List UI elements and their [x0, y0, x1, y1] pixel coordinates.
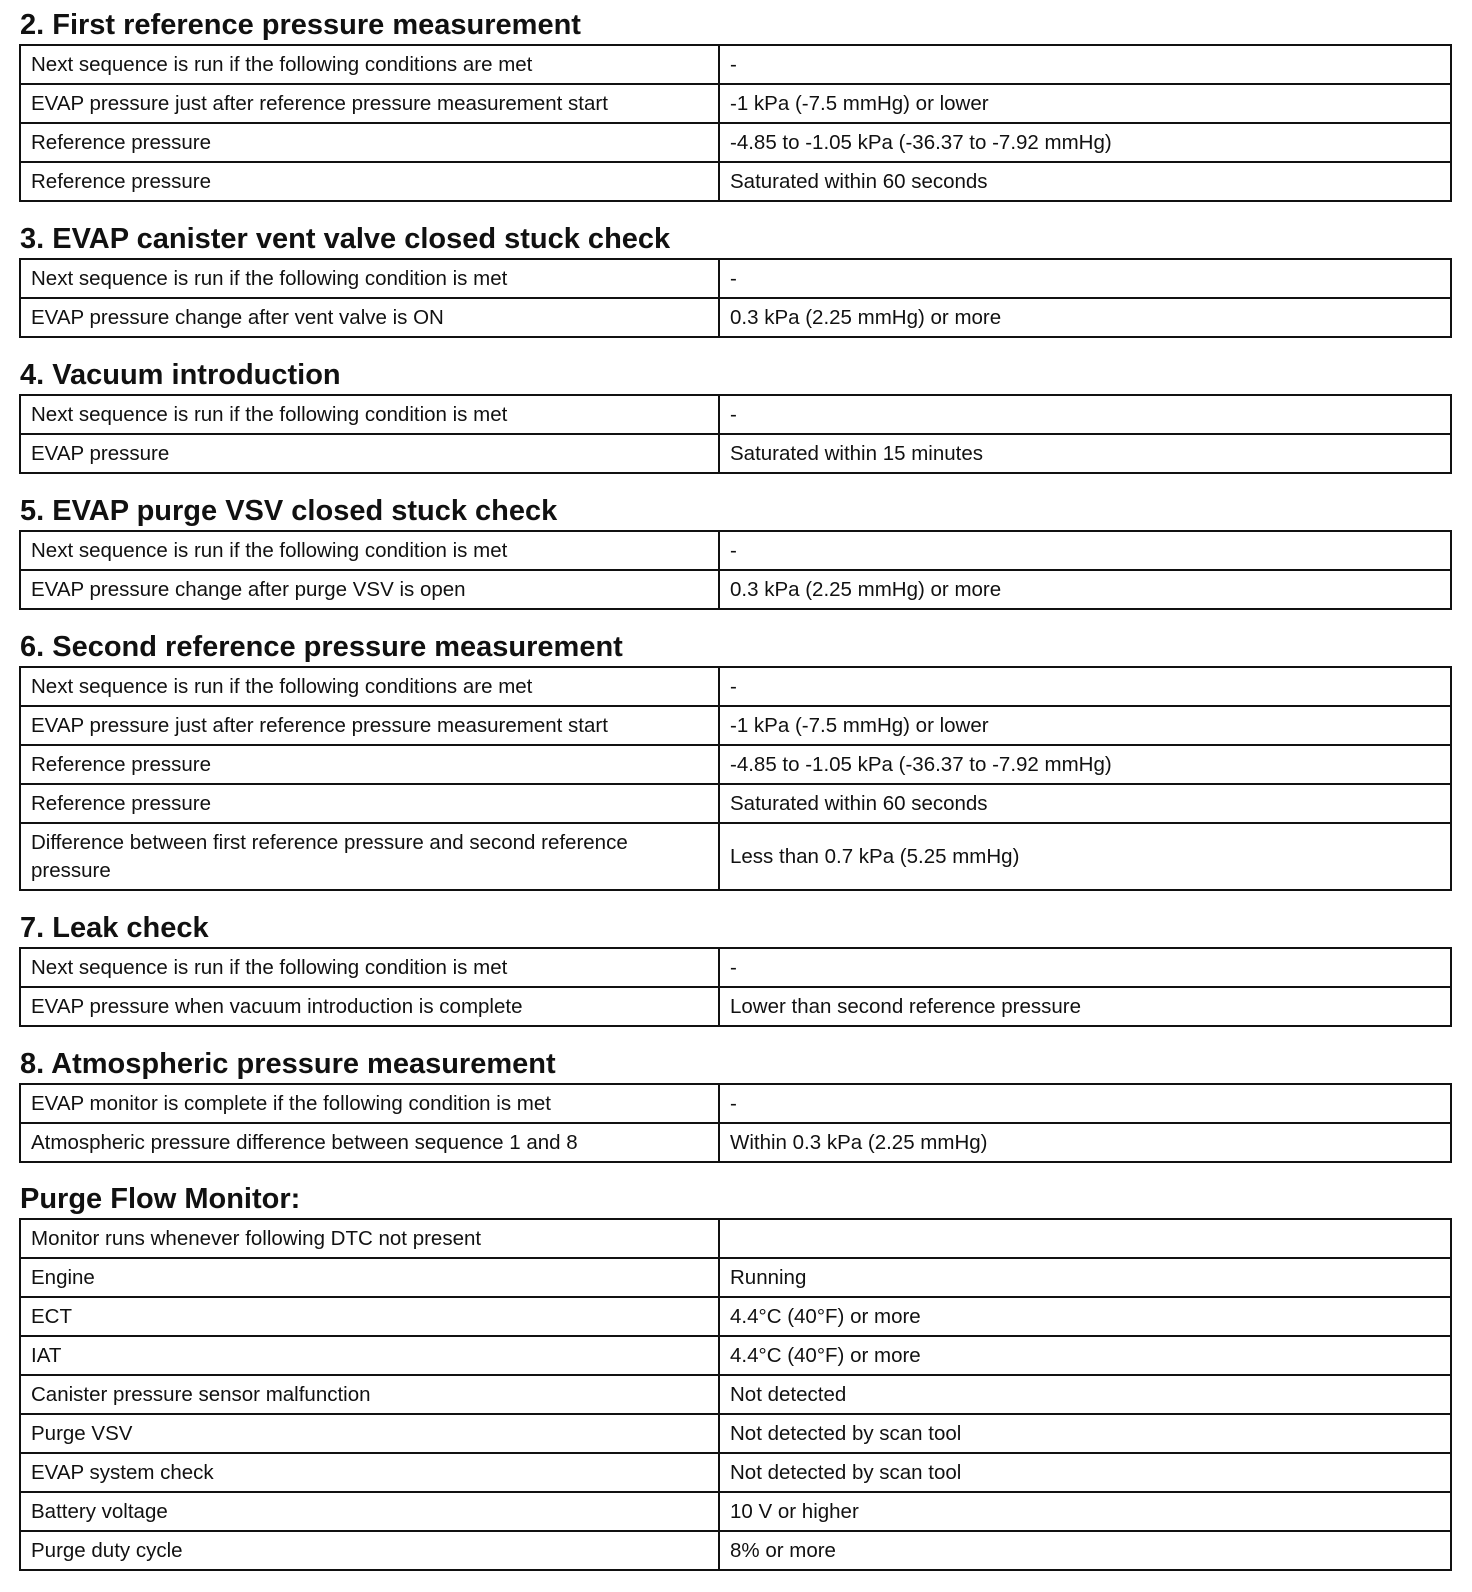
condition-value: - [719, 948, 1451, 987]
table-row [20, 823, 1451, 890]
condition-label: Next sequence is run if the following condition is met [20, 531, 719, 570]
condition-value: 10 V or higher [719, 1492, 1451, 1531]
condition-label: Next sequence is run if the following conditions are met [20, 45, 719, 84]
condition-label: Reference pressure [20, 745, 719, 784]
section-purge-flow-monitor [19, 1181, 1472, 1571]
table-row [20, 434, 1451, 473]
section-vacuum-introduction [19, 356, 1472, 474]
condition-label: EVAP pressure change after vent valve is ON [20, 298, 719, 337]
condition-value: -1 kPa (-7.5 mmHg) or lower [719, 706, 1451, 745]
condition-label: Next sequence is run if the following conditions are met [20, 667, 719, 706]
table-row [20, 1297, 1451, 1336]
condition-label: EVAP pressure just after reference pressure measurement start [20, 84, 719, 123]
condition-value: 0.3 kPa (2.25 mmHg) or more [719, 570, 1451, 609]
condition-value: - [719, 667, 1451, 706]
section-title: 3. EVAP canister vent valve closed stuck check [20, 223, 671, 255]
section-title: Purge Flow Monitor: [20, 1183, 301, 1215]
table-row [20, 395, 1451, 434]
section-leak-check [19, 909, 1472, 1027]
condition-value: Running [719, 1258, 1451, 1297]
condition-label: ECT [20, 1297, 719, 1336]
condition-value: -4.85 to -1.05 kPa (-36.37 to -7.92 mmHg) [719, 123, 1451, 162]
condition-value: -4.85 to -1.05 kPa (-36.37 to -7.92 mmHg) [719, 745, 1451, 784]
table-row [20, 1531, 1451, 1570]
table-row [20, 1453, 1451, 1492]
condition-value: - [719, 1084, 1451, 1123]
condition-label: Atmospheric pressure difference between sequence 1 and 8 [20, 1123, 719, 1162]
section-title: 8. Atmospheric pressure measurement [20, 1048, 556, 1080]
condition-label: IAT [20, 1336, 719, 1375]
condition-label: Next sequence is run if the following condition is met [20, 259, 719, 298]
condition-label: Difference between first reference pressure and second reference pressure [20, 823, 719, 890]
condition-label: Engine [20, 1258, 719, 1297]
condition-label: Reference pressure [20, 123, 719, 162]
condition-label: EVAP monitor is complete if the following condition is met [20, 1084, 719, 1123]
section-purge-vsv-check [19, 492, 1472, 610]
condition-table [19, 394, 1452, 474]
section-title: 5. EVAP purge VSV closed stuck check [20, 495, 558, 527]
table-row [20, 667, 1451, 706]
table-row [20, 123, 1451, 162]
section-title: 2. First reference pressure measurement [20, 9, 581, 41]
condition-value: -1 kPa (-7.5 mmHg) or lower [719, 84, 1451, 123]
condition-table [19, 44, 1452, 202]
table-row [20, 570, 1451, 609]
condition-label: EVAP pressure when vacuum introduction is complete [20, 987, 719, 1026]
condition-label: Canister pressure sensor malfunction [20, 1375, 719, 1414]
table-row [20, 298, 1451, 337]
table-row [20, 1084, 1451, 1123]
condition-table [19, 530, 1452, 610]
condition-value: Within 0.3 kPa (2.25 mmHg) [719, 1123, 1451, 1162]
table-row [20, 259, 1451, 298]
table-row [20, 948, 1451, 987]
condition-label: EVAP pressure change after purge VSV is open [20, 570, 719, 609]
table-row [20, 1375, 1451, 1414]
condition-label: EVAP pressure [20, 434, 719, 473]
section-title: 6. Second reference pressure measurement [20, 631, 623, 663]
condition-table [19, 947, 1452, 1027]
table-row [20, 1336, 1451, 1375]
condition-value: - [719, 531, 1451, 570]
table-row [20, 987, 1451, 1026]
condition-label: Purge duty cycle [20, 1531, 719, 1570]
table-row [20, 706, 1451, 745]
condition-table [19, 1083, 1452, 1163]
condition-table [19, 258, 1452, 338]
condition-value: 4.4°C (40°F) or more [719, 1336, 1451, 1375]
section-second-reference-pressure [19, 628, 1472, 891]
condition-label: Battery voltage [20, 1492, 719, 1531]
table-row [20, 1219, 1451, 1258]
table-row [20, 45, 1451, 84]
condition-label: Monitor runs whenever following DTC not present [20, 1219, 719, 1258]
condition-label: Purge VSV [20, 1414, 719, 1453]
condition-value: 4.4°C (40°F) or more [719, 1297, 1451, 1336]
condition-table [19, 1218, 1452, 1571]
condition-value: Saturated within 15 minutes [719, 434, 1451, 473]
section-atmospheric-pressure [19, 1045, 1472, 1163]
condition-label: Next sequence is run if the following condition is met [20, 948, 719, 987]
condition-value: Not detected by scan tool [719, 1453, 1451, 1492]
table-row [20, 84, 1451, 123]
condition-label: EVAP pressure just after reference pressure measurement start [20, 706, 719, 745]
condition-value: Not detected by scan tool [719, 1414, 1451, 1453]
condition-table [19, 666, 1452, 891]
condition-value: Lower than second reference pressure [719, 987, 1451, 1026]
condition-label: Next sequence is run if the following condition is met [20, 395, 719, 434]
condition-value: Not detected [719, 1375, 1451, 1414]
condition-label: EVAP system check [20, 1453, 719, 1492]
table-row [20, 1258, 1451, 1297]
table-row [20, 162, 1451, 201]
condition-label: Reference pressure [20, 162, 719, 201]
condition-value: - [719, 259, 1451, 298]
table-row [20, 784, 1451, 823]
section-title: 4. Vacuum introduction [20, 359, 341, 391]
condition-value: Saturated within 60 seconds [719, 784, 1451, 823]
condition-value: 0.3 kPa (2.25 mmHg) or more [719, 298, 1451, 337]
section-title: 7. Leak check [20, 912, 209, 944]
condition-value [719, 1219, 1451, 1258]
section-first-reference-pressure [19, 6, 1472, 202]
table-row [20, 1414, 1451, 1453]
condition-label: Reference pressure [20, 784, 719, 823]
table-row [20, 745, 1451, 784]
section-vent-valve-check [19, 220, 1472, 338]
table-row [20, 1123, 1451, 1162]
condition-value: - [719, 395, 1451, 434]
table-row [20, 1492, 1451, 1531]
condition-value: 8% or more [719, 1531, 1451, 1570]
table-row [20, 531, 1451, 570]
condition-value: Less than 0.7 kPa (5.25 mmHg) [719, 823, 1451, 890]
condition-value: - [719, 45, 1451, 84]
condition-value: Saturated within 60 seconds [719, 162, 1451, 201]
